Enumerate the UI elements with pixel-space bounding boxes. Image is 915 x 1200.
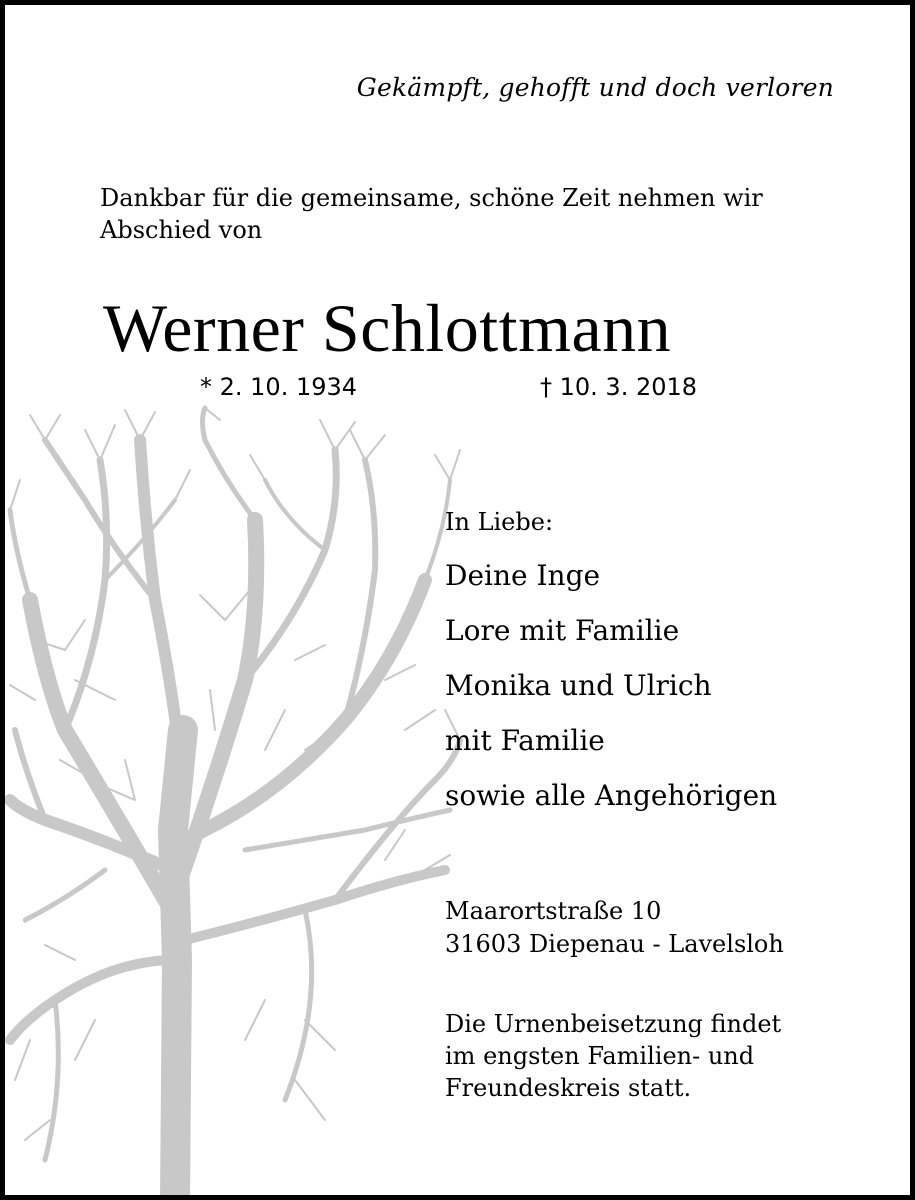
mourner-line: sowie alle Angehörigen (445, 779, 778, 812)
burial-notice (445, 1008, 781, 1104)
notice-line: Die Urnenbeisetzung findet (445, 1010, 782, 1038)
address-city: 31603 Diepenau - Lavelsloh (445, 930, 784, 958)
notice-line: Freundeskreis statt. (445, 1074, 692, 1102)
address-block (445, 895, 784, 961)
birth-date: * 2. 10. 1934 (200, 373, 358, 401)
mourner-line: mit Familie (445, 724, 605, 757)
address-street: Maarortstraße 10 (445, 897, 662, 925)
intro-line: Abschied von (100, 216, 263, 244)
tree-illustration (5, 400, 465, 1200)
mourner-line: Monika und Ulrich (445, 669, 712, 702)
mourner-line: Lore mit Familie (445, 614, 680, 647)
motto: Gekämpft, gehofft und doch verloren (356, 73, 834, 102)
intro-line: Dankbar für die gemeinsame, schöne Zeit nehmen wir (100, 184, 763, 212)
mourners-heading: In Liebe: (445, 508, 554, 536)
notice-line: im engsten Familien- und (445, 1042, 755, 1070)
mourner-line: Deine Inge (445, 559, 601, 592)
mourners-list (445, 557, 777, 832)
deceased-name: Werner Schlottmann (103, 290, 672, 366)
intro-text (100, 182, 860, 246)
death-date: † 10. 3. 2018 (540, 373, 698, 401)
